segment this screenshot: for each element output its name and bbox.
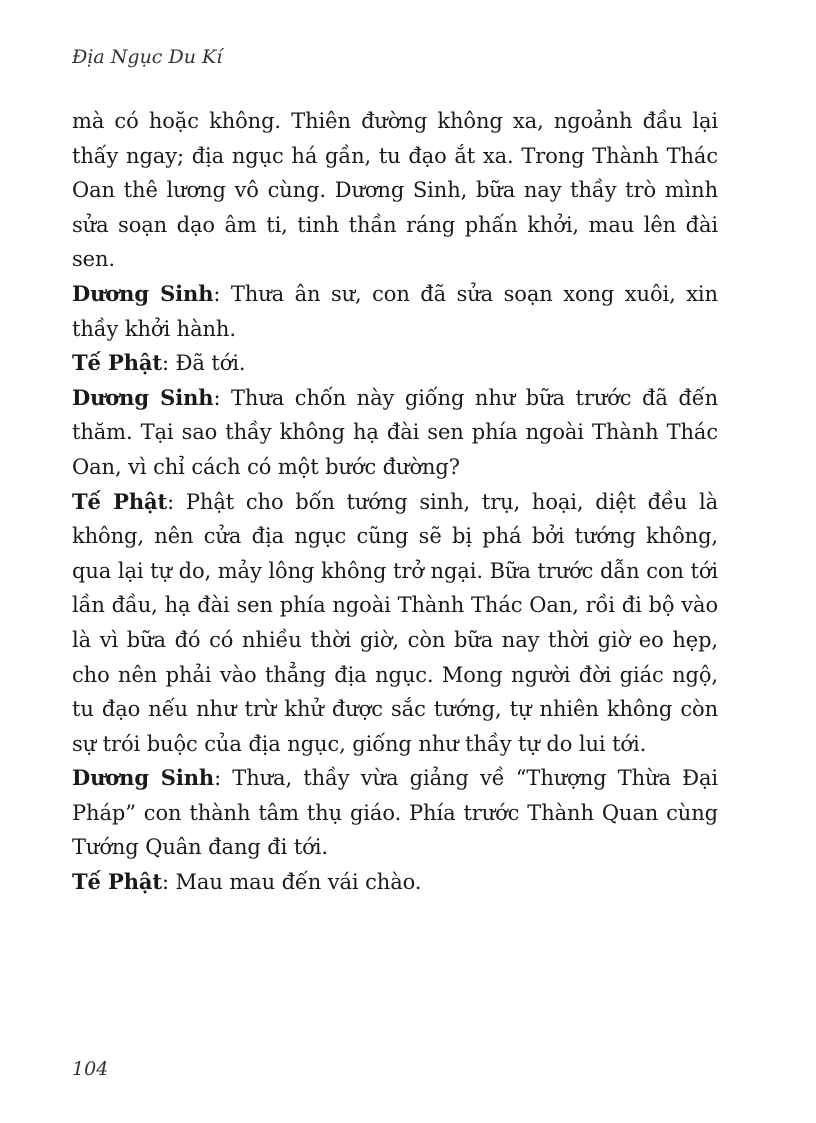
speaker-separator: : [167,489,175,514]
paragraph-4 [72,381,718,485]
speaker-separator: : [161,351,169,376]
paragraph-text: Mau mau đến vái chào. [168,870,422,895]
speaker-separator: : [214,766,222,791]
paragraph-text: Đã tới. [168,351,246,376]
speaker-name: Dương Sinh [72,765,215,791]
paragraph-6 [72,761,718,865]
body-text [72,104,718,900]
paragraph-text: Thưa chốn này giống như bữa trước đã đến thăm. Tại sao thầy không hạ đài sen phía ngoài Thành Thác Oan, vì chỉ cách có một bước đường? [72,385,718,479]
speaker-separator: : [213,385,221,410]
speaker-name: Tế Phật [72,869,162,895]
speaker-separator: : [213,281,221,306]
paragraph-3 [72,346,718,381]
speaker-name: Tế Phật [72,350,162,376]
running-header: Địa Ngục Du Kí [72,46,223,68]
paragraph-5 [72,485,718,762]
paragraph-text: Phật cho bốn tướng sinh, trụ, hoại, diệt đều là không, nên cửa địa ngục cũng sẽ bị phá bởi tướng không, qua lại tự do, mảy lông không trở ngại. Bữa trước dẫn con tới lần đầu, hạ đài sen phía ngoài Thành Thác Oan, rồi đi bộ vào là vì bữa đó có nhiều thời giờ, còn bữa nay thời giờ eo hẹp, cho nên phải vào thẳng địa ngục. Mong người đời giác ngộ, tu đạo nếu như trừ khử được sắc tướng, tự nhiên không còn sự trói buộc của địa ngục, giống như thầy tự do lui tới. [72,489,718,756]
speaker-name: Dương Sinh [72,384,214,410]
paragraph-7 [72,865,718,900]
page-number: 104 [72,1058,109,1080]
paragraph-1 [72,104,718,277]
paragraph-2 [72,277,718,346]
speaker-name: Tế Phật [72,488,168,514]
speaker-separator: : [161,870,169,895]
paragraph-text: mà có hoặc không. Thiên đường không xa, ngoảnh đầu lại thấy ngay; địa ngục há gần, tu đạo ắt xa. Trong Thành Thác Oan thê lương vô cùng. Dương Sinh, bữa nay thầy trò mình sửa soạn dạo âm ti, tinh thần ráng phấn khởi, mau lên đài sen. [72,109,718,272]
paragraph-text: Thưa ân sư, con đã sửa soạn xong xuôi, xin thầy khởi hành. [72,281,718,341]
speaker-name: Dương Sinh [72,280,214,306]
paragraph-text: Thưa, thầy vừa giảng về “Thượng Thừa Đại Pháp” con thành tâm thụ giáo. Phía trước Thành Quan cùng Tướng Quân đang đi tới. [72,766,718,860]
